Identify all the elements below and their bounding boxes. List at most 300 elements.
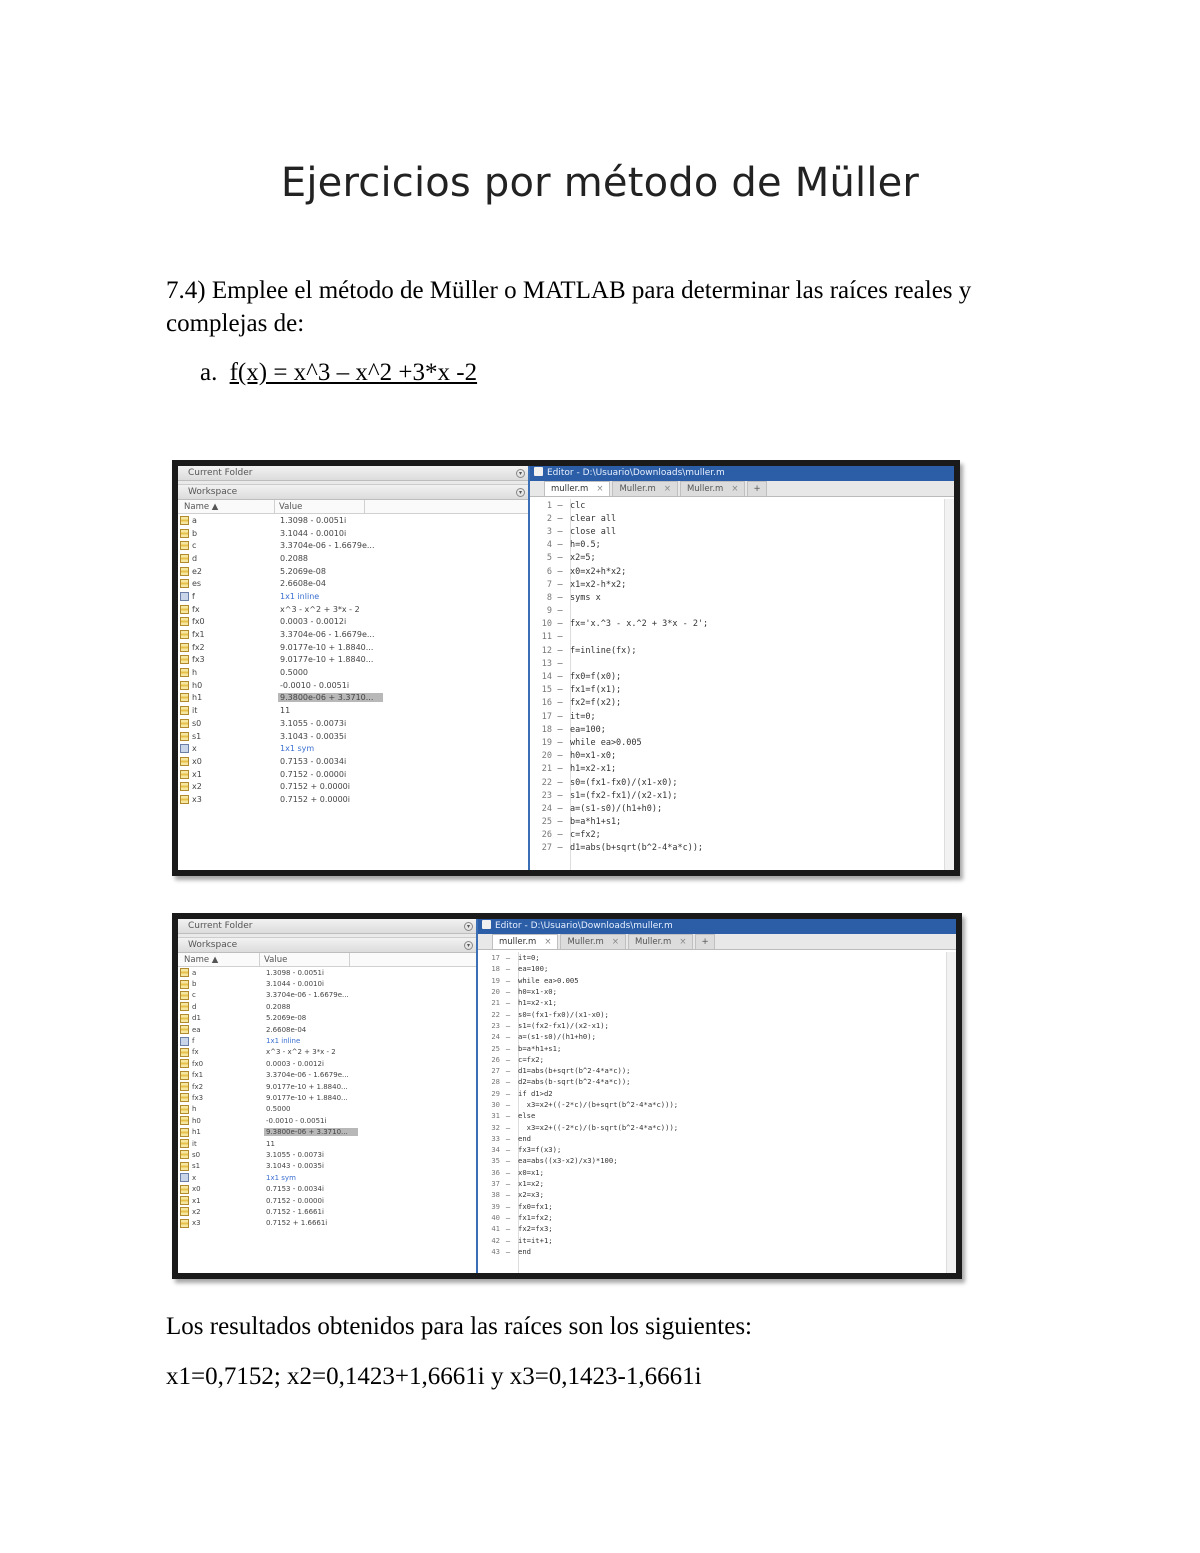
code-line[interactable]: 41 – fx2=fx3;: [478, 1223, 956, 1234]
matrix-icon: [180, 1105, 189, 1114]
variable-name: fx0: [192, 617, 205, 627]
code-line[interactable]: 37 – x1=x2;: [478, 1178, 956, 1189]
code-text: fx1=fx2;: [518, 1212, 553, 1222]
code-line[interactable]: 8 – syms x: [530, 591, 954, 604]
code-line[interactable]: 23 – s1=(fx2-fx1)/(x2-x1);: [478, 1020, 956, 1031]
code-editor: [478, 952, 956, 1257]
code-line[interactable]: 39 – fx0=fx1;: [478, 1201, 956, 1212]
close-tab-icon[interactable]: ×: [731, 484, 739, 494]
code-line[interactable]: 43 – end: [478, 1246, 956, 1257]
line-number: 21: [541, 764, 552, 775]
code-line[interactable]: 19 – while ea>0.005: [530, 736, 954, 749]
workspace-variable-row[interactable]: [178, 768, 528, 781]
code-text: x0=x1;: [518, 1167, 544, 1177]
line-number: 28: [491, 1077, 500, 1087]
editor-title-bar: Editor - D:\Usuario\Downloads\muller.m: [478, 919, 956, 934]
variable-name: fx: [192, 604, 200, 614]
variable-name: h1: [192, 693, 203, 703]
workspace-variable-row[interactable]: [178, 514, 528, 527]
matrix-icon: [180, 991, 189, 1000]
line-number: 19: [541, 737, 552, 748]
close-tab-icon[interactable]: ×: [611, 937, 619, 947]
code-line[interactable]: 27 – d1=abs(b+sqrt(b^2-4*a*c));: [478, 1065, 956, 1076]
matrix-icon: [180, 1002, 189, 1011]
results-intro: Los resultados obtenidos para las raíces son los siguientes:: [166, 1313, 752, 1340]
code-line[interactable]: 30 – x3=x2+((-2*c)/(b+sqrt(b^2-4*a*c)));: [478, 1099, 956, 1110]
workspace-variable-row[interactable]: [178, 780, 528, 793]
variable-value: 3.1055 - 0.0073i: [280, 718, 347, 728]
matrix-icon: [180, 643, 189, 652]
editor-tabs: [530, 481, 954, 497]
code-text: x1=x2;: [518, 1179, 544, 1189]
code-text: x2=5;: [570, 553, 596, 564]
editor-tab[interactable]: muller.m ×: [544, 481, 610, 496]
matrix-icon: [180, 655, 189, 664]
workspace-variable-row[interactable]: [178, 1149, 476, 1160]
code-text: h1=x2-x1;: [570, 764, 617, 775]
code-text: d2=abs(b-sqrt(b^2-4*a*c));: [518, 1077, 631, 1087]
object-icon: [180, 1173, 189, 1182]
code-line[interactable]: 29 – if d1>d2: [478, 1088, 956, 1099]
line-number: 23: [491, 1020, 500, 1030]
line-number: 25: [491, 1043, 500, 1053]
workspace-variable-row[interactable]: [178, 1138, 476, 1149]
variable-value: 0.7152 - 0.0000i: [266, 1196, 324, 1205]
variable-name: x1: [192, 769, 202, 779]
workspace-variable-row[interactable]: [178, 1001, 476, 1012]
code-line[interactable]: 24 – a=(s1-s0)/(h1+h0);: [478, 1031, 956, 1042]
variable-name: c: [192, 991, 196, 1000]
line-number: 17: [541, 711, 552, 722]
close-tab-icon[interactable]: ×: [663, 484, 671, 494]
code-line[interactable]: 38 – x2=x3;: [478, 1189, 956, 1200]
variable-name: h0: [192, 1116, 201, 1125]
line-number: 19: [491, 975, 500, 985]
code-line[interactable]: 17 – it=0;: [478, 952, 956, 963]
code-line[interactable]: 26 – c=fx2;: [530, 829, 954, 842]
code-text: ea=100;: [570, 724, 606, 735]
variable-name: fx3: [192, 655, 205, 665]
code-line[interactable]: 4 – h=0.5;: [530, 539, 954, 552]
workspace-variable-row[interactable]: [178, 603, 528, 616]
code-line[interactable]: 5 – x2=5;: [530, 552, 954, 565]
variable-value: x^3 - x^2 + 3*x - 2: [266, 1048, 336, 1057]
workspace-variable-row[interactable]: [178, 1126, 476, 1137]
variable-list: [178, 967, 476, 1229]
workspace-variable-row[interactable]: [178, 577, 528, 590]
variable-value: 3.1043 - 0.0035i: [266, 1162, 324, 1171]
workspace-columns: [178, 500, 528, 514]
variable-name: c: [192, 541, 197, 551]
code-line[interactable]: 10 – fx='x.^3 - x.^2 + 3*x - 2';: [530, 618, 954, 631]
matrix-icon: [180, 795, 189, 804]
code-text: x3=x2+((-2*c)/(b+sqrt(b^2-4*a*c)));: [518, 1100, 679, 1109]
line-number: 43: [491, 1246, 500, 1256]
variable-name: a: [192, 515, 197, 525]
variable-value: 9.0177e-10 + 1.8840...: [280, 642, 374, 652]
matrix-icon: [180, 554, 189, 563]
code-line[interactable]: 23 – s1=(fx2-fx1)/(x2-x1);: [530, 789, 954, 802]
code-text: fx2=f(x2);: [570, 698, 622, 709]
editor-tabs: [478, 934, 956, 950]
workspace-variable-row[interactable]: [178, 742, 528, 755]
variable-name: ea: [192, 1025, 201, 1034]
panel-menu-icon: ▾: [464, 941, 473, 950]
workspace-variable-row[interactable]: [178, 730, 528, 743]
workspace-variable-row[interactable]: [178, 990, 476, 1001]
workspace-variable-row[interactable]: [178, 1024, 476, 1035]
workspace-variable-row[interactable]: [178, 1013, 476, 1024]
panel-menu-icon: ▾: [516, 469, 525, 478]
line-number: 12: [541, 645, 552, 656]
variable-value: 9.3800e-06 + 3.3710...: [264, 1128, 358, 1136]
line-number: 40: [491, 1212, 500, 1222]
code-line[interactable]: 40 – fx1=fx2;: [478, 1212, 956, 1223]
line-number: 37: [491, 1179, 500, 1189]
variable-value: 0.7152 + 0.0000i: [280, 794, 350, 804]
editor-tab[interactable]: Muller.m ×: [560, 934, 626, 949]
line-number: 36: [491, 1167, 500, 1177]
close-tab-icon[interactable]: ×: [544, 937, 552, 947]
matrix-icon: [180, 605, 189, 614]
code-text: h0=x1-x0;: [518, 987, 557, 997]
new-tab-button[interactable]: +: [695, 934, 714, 949]
line-number: 11: [541, 632, 552, 643]
panel-menu-icon: ▾: [516, 488, 525, 497]
variable-name: fx3: [192, 1093, 204, 1102]
code-line[interactable]: 20 – h0=x1-x0;: [530, 750, 954, 763]
workspace-variable-row[interactable]: [178, 1047, 476, 1058]
matrix-icon: [180, 1071, 189, 1080]
workspace-variable-row[interactable]: [178, 755, 528, 768]
variable-value: 3.1043 - 0.0035i: [280, 731, 347, 741]
matrix-icon: [180, 782, 189, 791]
matrix-icon: [180, 1059, 189, 1068]
matrix-icon: [180, 706, 189, 715]
code-text: ea=100;: [518, 964, 549, 974]
code-line[interactable]: 18 – ea=100;: [478, 963, 956, 974]
variable-value: 0.2088: [280, 553, 308, 563]
line-number: 27: [541, 843, 552, 854]
workspace-variable-row[interactable]: [178, 967, 476, 978]
variable-value: 0.7153 - 0.0034i: [280, 756, 347, 766]
workspace-variable-row[interactable]: [178, 978, 476, 989]
code-line[interactable]: 9 –: [530, 605, 954, 618]
close-tab-icon[interactable]: ×: [596, 484, 604, 494]
matrix-icon: [180, 719, 189, 728]
workspace-variable-row[interactable]: [178, 616, 528, 629]
line-number: 8: [546, 592, 552, 603]
variable-value: 0.7152 + 0.0000i: [280, 782, 350, 792]
code-text: it=it+1;: [518, 1235, 553, 1245]
variable-value: -0.0010 - 0.0051i: [266, 1116, 327, 1125]
code-text: end: [518, 1133, 531, 1143]
variable-name: it: [192, 1139, 197, 1148]
line-number: 25: [541, 817, 552, 828]
line-number: 18: [491, 964, 500, 974]
workspace-variable-row[interactable]: [178, 641, 528, 654]
editor-icon: [534, 467, 543, 476]
code-text: x0=x2+h*x2;: [570, 566, 627, 577]
editor-tab[interactable]: Muller.m ×: [628, 934, 694, 949]
variable-value: 3.3704e-06 - 1.6679e...: [280, 541, 375, 551]
code-line[interactable]: 27 – d1=abs(b+sqrt(b^2-4*a*c));: [530, 842, 954, 855]
problem-statement: 7.4) Emplee el método de Müller o MATLAB para determinar las raíces reales y complejas de:: [166, 277, 972, 337]
variable-name: h0: [192, 680, 203, 690]
variable-value: 9.0177e-10 + 1.8840...: [266, 1093, 348, 1102]
matrix-icon: [180, 567, 189, 576]
code-text: fx1=f(x1);: [570, 685, 622, 696]
editor-panel: [478, 919, 956, 1273]
code-line[interactable]: 25 – b=a*h1+s1;: [530, 816, 954, 829]
code-text: s1=(fx2-fx1)/(x2-x1);: [570, 790, 678, 801]
variable-name: s0: [192, 718, 202, 728]
close-tab-icon[interactable]: ×: [679, 937, 687, 947]
workspace-variable-row[interactable]: [178, 692, 528, 705]
line-number: 38: [491, 1190, 500, 1200]
variable-name: h: [192, 668, 198, 678]
code-line[interactable]: 21 – h1=x2-x1;: [478, 997, 956, 1008]
line-number: 24: [491, 1032, 500, 1042]
code-line[interactable]: 20 – h0=x1-x0;: [478, 986, 956, 997]
matrix-icon: [180, 1128, 189, 1137]
variable-name: x3: [192, 794, 202, 804]
matrix-icon: [180, 1082, 189, 1091]
line-number: 15: [541, 685, 552, 696]
variable-list: [178, 514, 528, 806]
workspace-variable-row[interactable]: [178, 1206, 476, 1217]
variable-value: x^3 - x^2 + 3*x - 2: [280, 604, 360, 614]
editor-title-bar: Editor - D:\Usuario\Downloads\muller.m: [530, 466, 954, 481]
workspace-variable-row[interactable]: [178, 679, 528, 692]
variable-value: 2.6608e-04: [280, 579, 326, 589]
variable-value: 0.5000: [280, 668, 308, 678]
code-line[interactable]: 18 – ea=100;: [530, 723, 954, 736]
code-line[interactable]: 1 – clc: [530, 499, 954, 512]
code-text: fx0=f(x0);: [570, 672, 622, 683]
matrix-icon: [180, 1025, 189, 1034]
variable-value: -0.0010 - 0.0051i: [280, 680, 350, 690]
line-number: 21: [491, 998, 500, 1008]
workspace-variable-row[interactable]: [178, 1115, 476, 1126]
variable-value: 0.0003 - 0.0012i: [266, 1059, 324, 1068]
line-number: 22: [541, 777, 552, 788]
variable-value: 3.3704e-06 - 1.6679e...: [280, 630, 375, 640]
editor-scrollbar: [946, 952, 956, 1273]
panel-menu-icon: ▾: [464, 922, 473, 931]
variable-name: fx2: [192, 642, 205, 652]
workspace-variable-row[interactable]: [178, 1161, 476, 1172]
variable-value: 1x1 sym: [266, 1173, 296, 1182]
matrix-icon: [180, 770, 189, 779]
workspace-variable-row[interactable]: [178, 552, 528, 565]
variable-value: 1x1 inline: [266, 1037, 301, 1046]
variable-name: x2: [192, 782, 202, 792]
line-number: 6: [546, 566, 552, 577]
value-column-header: Value: [260, 953, 350, 966]
code-line[interactable]: 19 – while ea>0.005: [478, 975, 956, 986]
code-text: d1=abs(b+sqrt(b^2-4*a*c));: [570, 843, 704, 854]
variable-name: fx: [192, 1048, 199, 1057]
variable-name: x3: [192, 1219, 201, 1228]
editor-tab[interactable]: muller.m ×: [492, 934, 558, 949]
code-line[interactable]: 16 – fx2=f(x2);: [530, 697, 954, 710]
code-line[interactable]: 28 – d2=abs(b-sqrt(b^2-4*a*c));: [478, 1076, 956, 1087]
workspace-variable-row[interactable]: [178, 1070, 476, 1081]
code-line[interactable]: 11 –: [530, 631, 954, 644]
variable-name: s1: [192, 1162, 201, 1171]
workspace-variable-row[interactable]: [178, 1172, 476, 1183]
code-text: h0=x1-x0;: [570, 751, 617, 762]
variable-value: 0.7152 - 0.0000i: [280, 769, 347, 779]
code-line[interactable]: 7 – x1=x2-h*x2;: [530, 578, 954, 591]
code-text: clear all: [570, 513, 617, 524]
matrix-icon: [180, 516, 189, 525]
line-number: 2: [546, 513, 552, 524]
code-line[interactable]: 26 – c=fx2;: [478, 1054, 956, 1065]
line-number: 20: [491, 987, 500, 997]
variable-name: x: [192, 744, 197, 754]
line-number: 41: [491, 1224, 500, 1234]
item-label: a.: [200, 359, 218, 386]
line-number: 23: [541, 790, 552, 801]
code-text: x1=x2-h*x2;: [570, 579, 627, 590]
matrix-icon: [180, 1093, 189, 1102]
code-line[interactable]: 6 – x0=x2+h*x2;: [530, 565, 954, 578]
workspace-variable-row[interactable]: [178, 1104, 476, 1115]
workspace-variable-row[interactable]: [178, 1058, 476, 1069]
name-column-header: Name ▲: [178, 500, 275, 513]
code-text: end: [518, 1246, 531, 1256]
code-text: f=inline(fx);: [570, 645, 637, 656]
workspace-variable-row[interactable]: [178, 1092, 476, 1103]
variable-value: 3.1044 - 0.0010i: [266, 980, 324, 989]
variable-name: x0: [192, 1185, 201, 1194]
code-line[interactable]: 22 – s0=(fx1-fx0)/(x1-x0);: [478, 1008, 956, 1019]
workspace-columns: [178, 953, 476, 967]
code-line[interactable]: 31 – else: [478, 1110, 956, 1121]
page-title: Ejercicios por método de Müller: [280, 160, 920, 206]
matrix-icon: [180, 757, 189, 766]
workspace-variable-row[interactable]: [178, 565, 528, 578]
workspace-variable-row[interactable]: [178, 1035, 476, 1046]
line-number: 30: [491, 1100, 500, 1109]
workspace-header: Workspace ▾: [178, 938, 476, 953]
matrix-icon: [180, 668, 189, 677]
variable-name: fx0: [192, 1059, 204, 1068]
line-number: 26: [541, 830, 552, 841]
workspace-variable-row[interactable]: [178, 704, 528, 717]
matrix-icon: [180, 1048, 189, 1057]
code-line[interactable]: 14 – fx0=f(x0);: [530, 670, 954, 683]
function-item: [200, 356, 477, 389]
variable-name: e2: [192, 566, 203, 576]
code-line[interactable]: 22 – s0=(fx1-fx0)/(x1-x0);: [530, 776, 954, 789]
code-line[interactable]: 33 – end: [478, 1133, 956, 1144]
current-folder-header: Current Folder ▾: [178, 466, 528, 481]
matrix-icon: [180, 617, 189, 626]
code-line[interactable]: 42 – it=it+1;: [478, 1234, 956, 1245]
code-line[interactable]: 32 – x3=x2+((-2*c)/(b-sqrt(b^2-4*a*c)));: [478, 1121, 956, 1132]
line-number: 1: [546, 500, 552, 511]
code-text: it=0;: [518, 953, 540, 963]
code-text: while ea>0.005: [518, 975, 579, 985]
workspace-variable-row[interactable]: [178, 717, 528, 730]
editor-scrollbar: [944, 499, 954, 870]
code-text: while ea>0.005: [570, 737, 642, 748]
workspace-variable-row[interactable]: [178, 539, 528, 552]
line-number: 29: [491, 1088, 500, 1098]
variable-name: h: [192, 1105, 197, 1114]
line-number: 34: [491, 1145, 500, 1155]
workspace-variable-row[interactable]: [178, 1195, 476, 1206]
code-line[interactable]: 24 – a=(s1-s0)/(h1+h0);: [530, 802, 954, 815]
workspace-variable-row[interactable]: [178, 1218, 476, 1229]
matrix-icon: [180, 630, 189, 639]
workspace-variable-row[interactable]: [178, 654, 528, 667]
code-line[interactable]: 17 – it=0;: [530, 710, 954, 723]
code-text: fx0=fx1;: [518, 1201, 553, 1211]
code-text: clc: [570, 500, 586, 511]
matrix-icon: [180, 968, 189, 977]
workspace-variable-row[interactable]: [178, 527, 528, 540]
matrix-icon: [180, 980, 189, 989]
code-line[interactable]: 36 – x0=x1;: [478, 1167, 956, 1178]
matrix-icon: [180, 1116, 189, 1125]
variable-value: 1x1 sym: [280, 744, 315, 754]
variable-name: d: [192, 553, 198, 563]
workspace-variable-row[interactable]: [178, 1183, 476, 1194]
variable-value: 9.0177e-10 + 1.8840...: [266, 1082, 348, 1091]
variable-value: 3.3704e-06 - 1.6679e...: [266, 991, 349, 1000]
code-line[interactable]: 21 – h1=x2-x1;: [530, 763, 954, 776]
variable-value: 5.2069e-08: [280, 566, 326, 576]
workspace-variable-row[interactable]: [178, 628, 528, 641]
variable-value: 9.3800e-06 + 3.3710...: [278, 693, 383, 702]
line-number: 26: [491, 1054, 500, 1064]
line-number: 31: [491, 1111, 500, 1121]
variable-name: es: [192, 579, 202, 589]
code-text: close all: [570, 526, 617, 537]
code-line[interactable]: 15 – fx1=f(x1);: [530, 684, 954, 697]
code-line[interactable]: 35 – ea=abs((x3-x2)/x3)*100;: [478, 1155, 956, 1166]
editor-tab[interactable]: Muller.m ×: [612, 481, 678, 496]
code-text: c=fx2;: [570, 830, 601, 841]
code-line[interactable]: 3 – close all: [530, 525, 954, 538]
new-tab-button[interactable]: +: [747, 481, 766, 496]
code-line[interactable]: 34 – fx3=f(x3);: [478, 1144, 956, 1155]
code-text: x3=x2+((-2*c)/(b-sqrt(b^2-4*a*c)));: [518, 1122, 679, 1132]
variable-value: 2.6608e-04: [266, 1025, 307, 1034]
variable-value: 3.1044 - 0.0010i: [280, 528, 347, 538]
code-line[interactable]: 13 –: [530, 657, 954, 670]
matrix-icon: [180, 579, 189, 588]
workspace-variable-row[interactable]: [178, 666, 528, 679]
workspace-variable-row[interactable]: [178, 1081, 476, 1092]
workspace-variable-row[interactable]: [178, 590, 528, 603]
variable-value: 11: [266, 1139, 275, 1148]
workspace-variable-row[interactable]: [178, 793, 528, 806]
function-expression: f(x) = x^3 – x^2 +3*x -2: [229, 359, 478, 386]
code-line[interactable]: 25 – b=a*h1+s1;: [478, 1042, 956, 1053]
editor-tab[interactable]: Muller.m ×: [680, 481, 746, 496]
code-line[interactable]: 12 – f=inline(fx);: [530, 644, 954, 657]
line-number: 17: [491, 953, 500, 963]
variable-name: d: [192, 1002, 197, 1011]
variable-name: it: [192, 706, 198, 716]
line-number: 14: [541, 672, 552, 683]
code-line[interactable]: 2 – clear all: [530, 512, 954, 525]
